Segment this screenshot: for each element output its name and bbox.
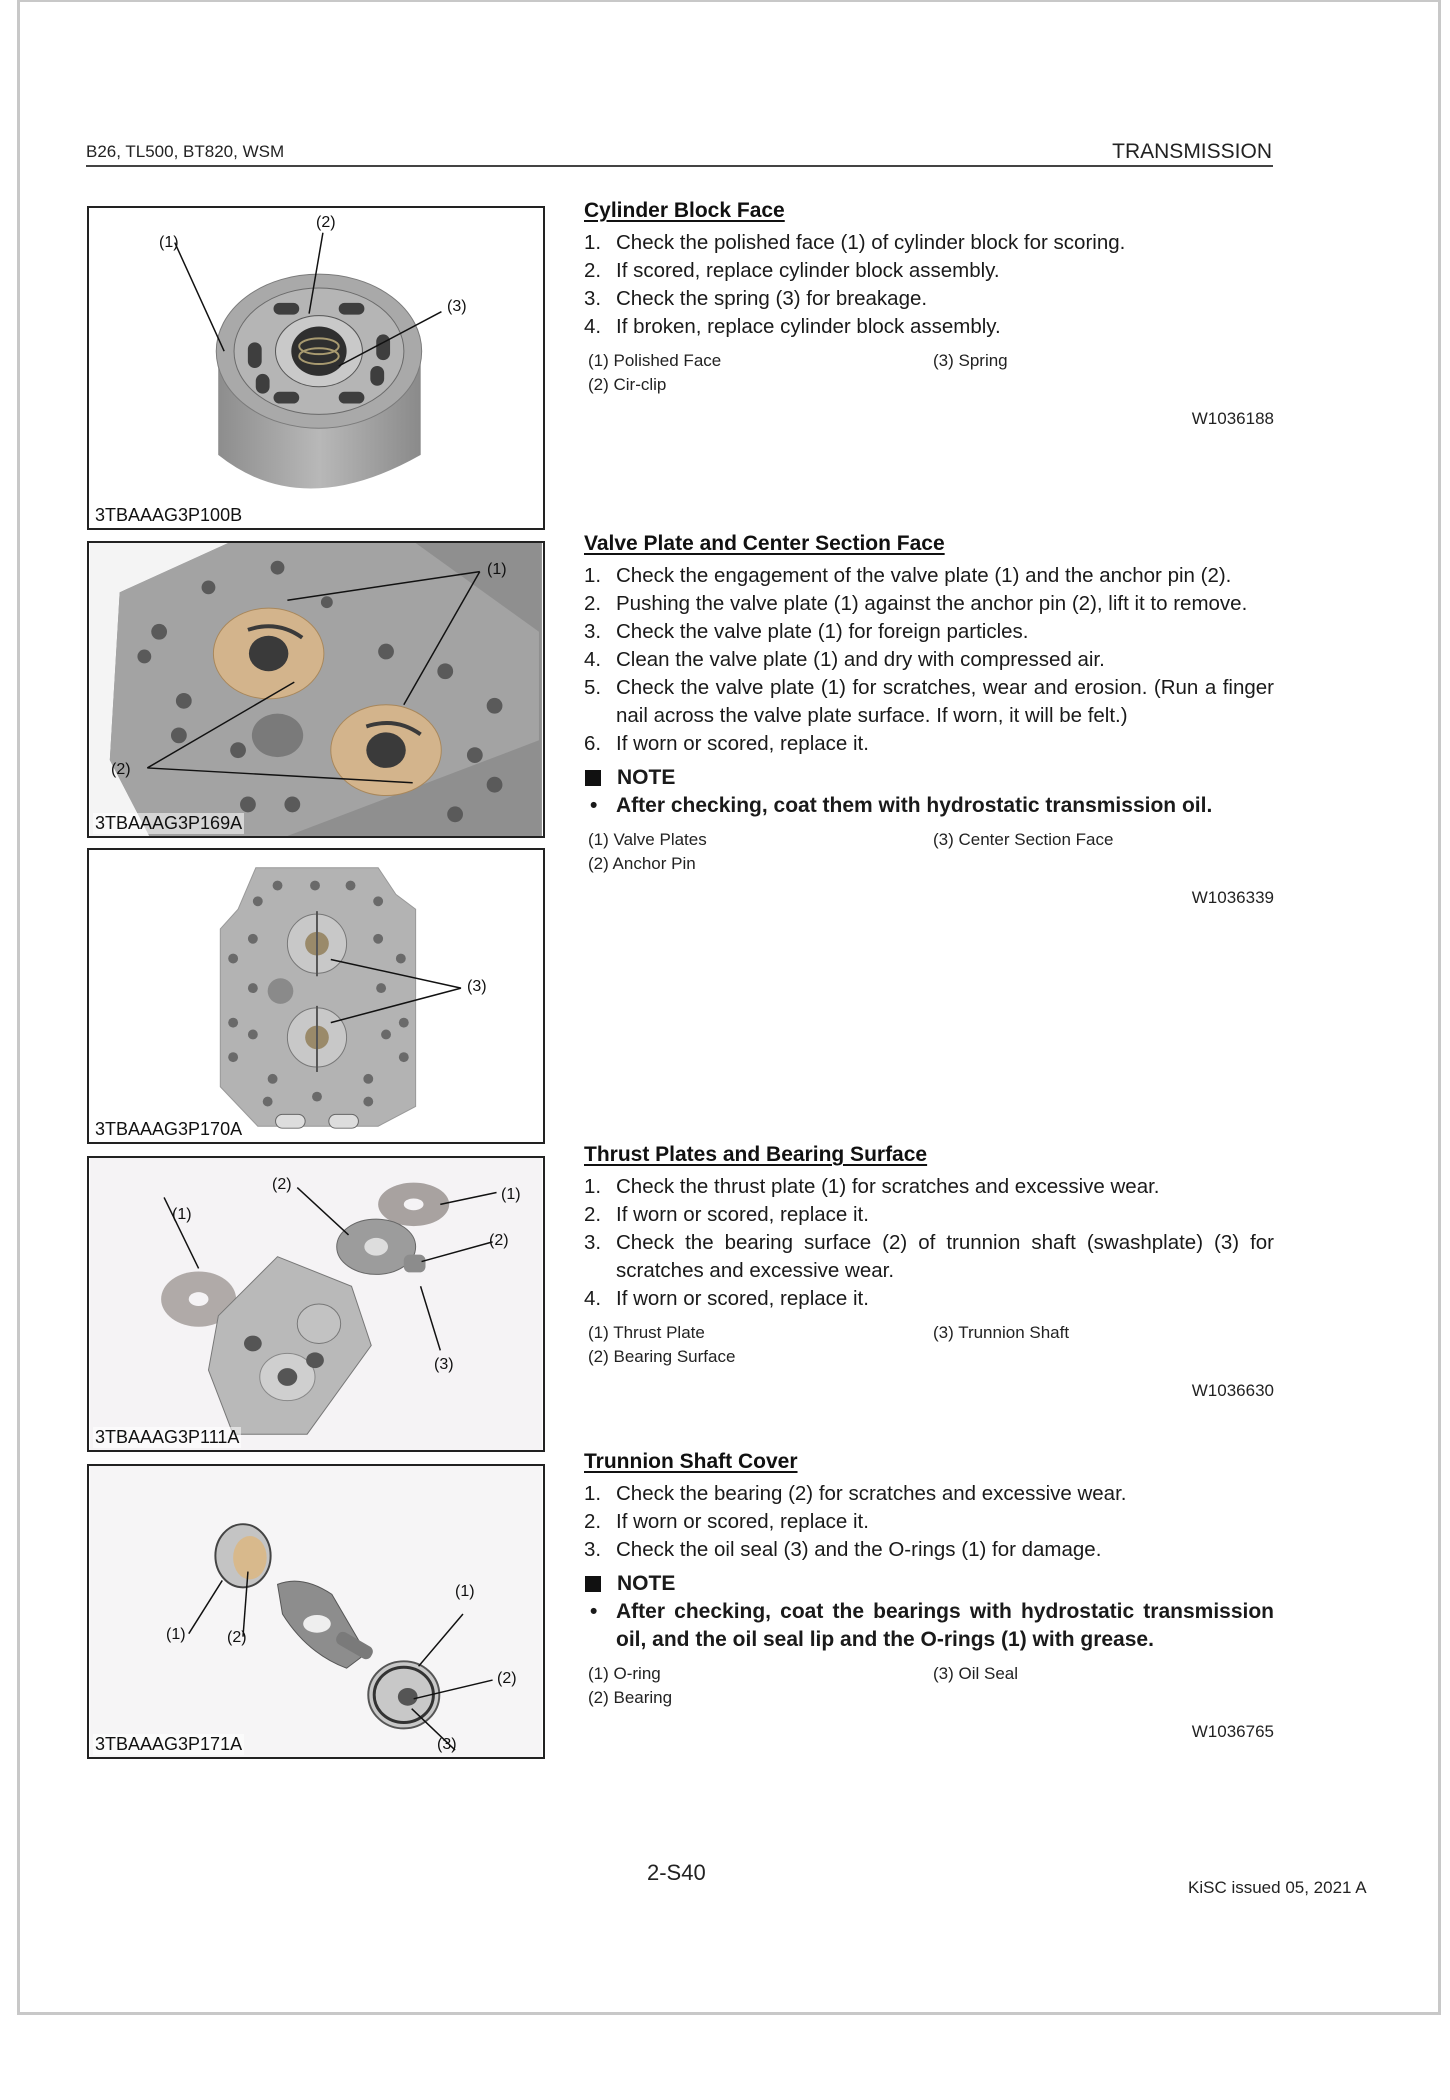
callout-label: (1): [159, 234, 179, 251]
legend-item: (2) Cir-clip: [588, 375, 667, 394]
step-item: [584, 1201, 1274, 1229]
header-chapter: TRANSMISSION: [1112, 140, 1272, 163]
callout-label: (1): [487, 561, 507, 578]
section-title: Trunnion Shaft Cover: [584, 1450, 798, 1473]
step-list: [584, 562, 1274, 758]
step-item: [584, 1173, 1274, 1201]
step-item: [584, 618, 1274, 646]
note-square-icon: [585, 770, 601, 786]
note-content: After checking, coat them with hydrostatic transmission oil.: [616, 794, 1213, 817]
step-item: [584, 1508, 1274, 1536]
step-text: Check the valve plate (1) for foreign particles.: [616, 620, 1029, 643]
step-text: Check the engagement of the valve plate (1) and the anchor pin (2).: [616, 564, 1232, 587]
step-number: 1.: [584, 231, 602, 254]
step-list: [584, 229, 1274, 341]
legend-item: (3) Spring: [933, 351, 1008, 370]
step-text: If scored, replace cylinder block assembly.: [616, 259, 1000, 282]
step-item: [584, 562, 1274, 590]
figure-center-section: [87, 848, 545, 1144]
step-text: Check the bearing (2) for scratches and excessive wear.: [616, 1482, 1127, 1505]
note-label: NOTE: [617, 766, 676, 789]
step-number: 1.: [584, 1175, 602, 1198]
reference-code: W1036765: [1191, 1722, 1274, 1741]
step-number: 2.: [584, 259, 602, 282]
reference-code: W1036630: [1191, 1381, 1274, 1400]
step-item: [584, 229, 1274, 257]
callout-label: (2): [111, 761, 131, 778]
callout-label: (3): [447, 298, 467, 315]
page-number: 2-S40: [647, 1860, 706, 1885]
step-item: [584, 313, 1274, 341]
step-list: [584, 1173, 1274, 1313]
callout-label: (2): [497, 1670, 517, 1687]
step-number: 2.: [584, 1510, 602, 1533]
step-item: [584, 257, 1274, 285]
step-number: 1.: [584, 564, 602, 587]
figure-caption: 3TBAAAG3P169A: [95, 813, 243, 833]
step-number: 4.: [584, 315, 602, 338]
callout-label: (1): [172, 1206, 192, 1223]
step-list: [584, 1480, 1274, 1564]
step-text: Check the thrust plate (1) for scratches and excessive wear.: [616, 1175, 1160, 1198]
step-number: 6.: [584, 732, 602, 755]
center-section-illustration: [89, 850, 543, 1142]
figure-caption: 3TBAAAG3P171A: [95, 1734, 243, 1754]
step-number: 2.: [584, 592, 602, 615]
section-thrust-plates: [584, 1143, 1274, 1401]
step-text: If worn or scored, replace it.: [616, 1510, 869, 1533]
note-heading: [584, 764, 1274, 792]
step-item: [584, 646, 1274, 674]
step-text: If broken, replace cylinder block assembly.: [616, 315, 1001, 338]
callout-label: (2): [489, 1232, 509, 1249]
callout-label: (2): [227, 1629, 247, 1646]
step-text: If worn or scored, replace it.: [616, 732, 869, 755]
step-text: Pushing the valve plate (1) against the anchor pin (2), lift it to remove.: [616, 592, 1248, 615]
callout-label: (3): [434, 1356, 454, 1373]
legend-item: [929, 852, 1274, 876]
step-number: 2.: [584, 1203, 602, 1226]
callout-label: (1): [166, 1626, 186, 1643]
step-text: Check the valve plate (1) for scratches, wear and erosion. (Run a finger nail across the valve plate surface. If worn, it will be felt.): [616, 676, 1274, 727]
callout-label: (2): [272, 1176, 292, 1193]
note-text: [584, 792, 1274, 820]
figure-thrust-plates: [87, 1156, 545, 1452]
figure-cylinder-block: [87, 206, 545, 530]
bullet-icon: •: [590, 1600, 598, 1623]
step-text: Check the oil seal (3) and the O-rings (1) for damage.: [616, 1538, 1102, 1561]
section-title: Valve Plate and Center Section Face: [584, 532, 945, 555]
parts-legend: [584, 1662, 1274, 1710]
step-number: 3.: [584, 1231, 602, 1254]
legend-item: [929, 1345, 1274, 1369]
leader-line: [175, 243, 224, 352]
step-item: [584, 285, 1274, 313]
callout-label: (1): [455, 1583, 475, 1600]
legend-item: (1) Polished Face: [588, 351, 722, 370]
callout-label: (3): [467, 978, 487, 995]
legend-item: (1) O-ring: [588, 1664, 661, 1683]
valve-plate-illustration: [89, 543, 543, 836]
note-heading: [584, 1570, 1274, 1598]
header-rule: [86, 165, 1273, 167]
step-number: 3.: [584, 287, 602, 310]
step-number: 3.: [584, 1538, 602, 1561]
figure-caption: 3TBAAAG3P170A: [95, 1119, 243, 1139]
step-item: [584, 1536, 1274, 1564]
note-label: NOTE: [617, 1572, 676, 1595]
section-trunnion-shaft-cover: [584, 1450, 1274, 1742]
step-item: [584, 730, 1274, 758]
section-title: Thrust Plates and Bearing Surface: [584, 1143, 928, 1166]
bullet-icon: •: [590, 794, 598, 817]
callout-label: (1): [501, 1186, 521, 1203]
step-item: [584, 674, 1274, 730]
step-item: [584, 590, 1274, 618]
reference-code: W1036188: [1191, 409, 1274, 428]
step-number: 3.: [584, 620, 602, 643]
thrust-plate-illustration: [89, 1158, 543, 1450]
legend-item: (2) Anchor Pin: [588, 854, 696, 873]
figure-caption: 3TBAAAG3P111A: [95, 1427, 240, 1447]
legend-item: (3) Center Section Face: [933, 830, 1114, 849]
trunnion-cover-illustration: [89, 1466, 543, 1757]
legend-item: (1) Thrust Plate: [588, 1323, 705, 1342]
callout-label: (3): [437, 1736, 457, 1753]
step-text: Check the bearing surface (2) of trunnion shaft (swashplate) (3) for scratches and excessive wear.: [616, 1231, 1274, 1282]
note-square-icon: [585, 1576, 601, 1592]
step-item: [584, 1285, 1274, 1313]
section-cylinder-block-face: [584, 199, 1274, 429]
legend-item: [929, 1686, 1274, 1710]
step-text: If worn or scored, replace it.: [616, 1287, 869, 1310]
header-model: B26, TL500, BT820, WSM: [86, 142, 285, 161]
step-number: 5.: [584, 676, 602, 699]
legend-item: (2) Bearing Surface: [588, 1347, 736, 1366]
step-text: If worn or scored, replace it.: [616, 1203, 869, 1226]
step-text: Check the spring (3) for breakage.: [616, 287, 928, 310]
step-text: Check the polished face (1) of cylinder block for scoring.: [616, 231, 1126, 254]
note-content: After checking, coat the bearings with hydrostatic transmission oil, and the oil seal lip and the O-rings (1) with grease.: [616, 1600, 1274, 1651]
parts-legend: [584, 1321, 1274, 1369]
step-number: 1.: [584, 1482, 602, 1505]
step-item: [584, 1480, 1274, 1508]
cylinder-block-illustration: [89, 208, 543, 528]
issue-info: KiSC issued 05, 2021 A: [1188, 1878, 1367, 1897]
figure-valve-plates: [87, 541, 545, 838]
step-number: 4.: [584, 648, 602, 671]
figure-caption: 3TBAAAG3P100B: [95, 505, 243, 525]
note-text: [584, 1598, 1274, 1654]
legend-item: (3) Trunnion Shaft: [933, 1323, 1070, 1342]
step-number: 4.: [584, 1287, 602, 1310]
parts-legend: [584, 828, 1274, 876]
callout-label: (2): [316, 214, 336, 231]
legend-item: (3) Oil Seal: [933, 1664, 1019, 1683]
legend-item: (2) Bearing: [588, 1688, 673, 1707]
section-valve-plate: [584, 532, 1274, 908]
step-item: [584, 1229, 1274, 1285]
legend-item: [929, 373, 1274, 397]
section-title: Cylinder Block Face: [584, 199, 785, 222]
step-text: Clean the valve plate (1) and dry with compressed air.: [616, 648, 1105, 671]
legend-item: (1) Valve Plates: [588, 830, 707, 849]
figure-trunnion-cover: [87, 1464, 545, 1759]
reference-code: W1036339: [1191, 888, 1274, 907]
parts-legend: [584, 349, 1274, 397]
